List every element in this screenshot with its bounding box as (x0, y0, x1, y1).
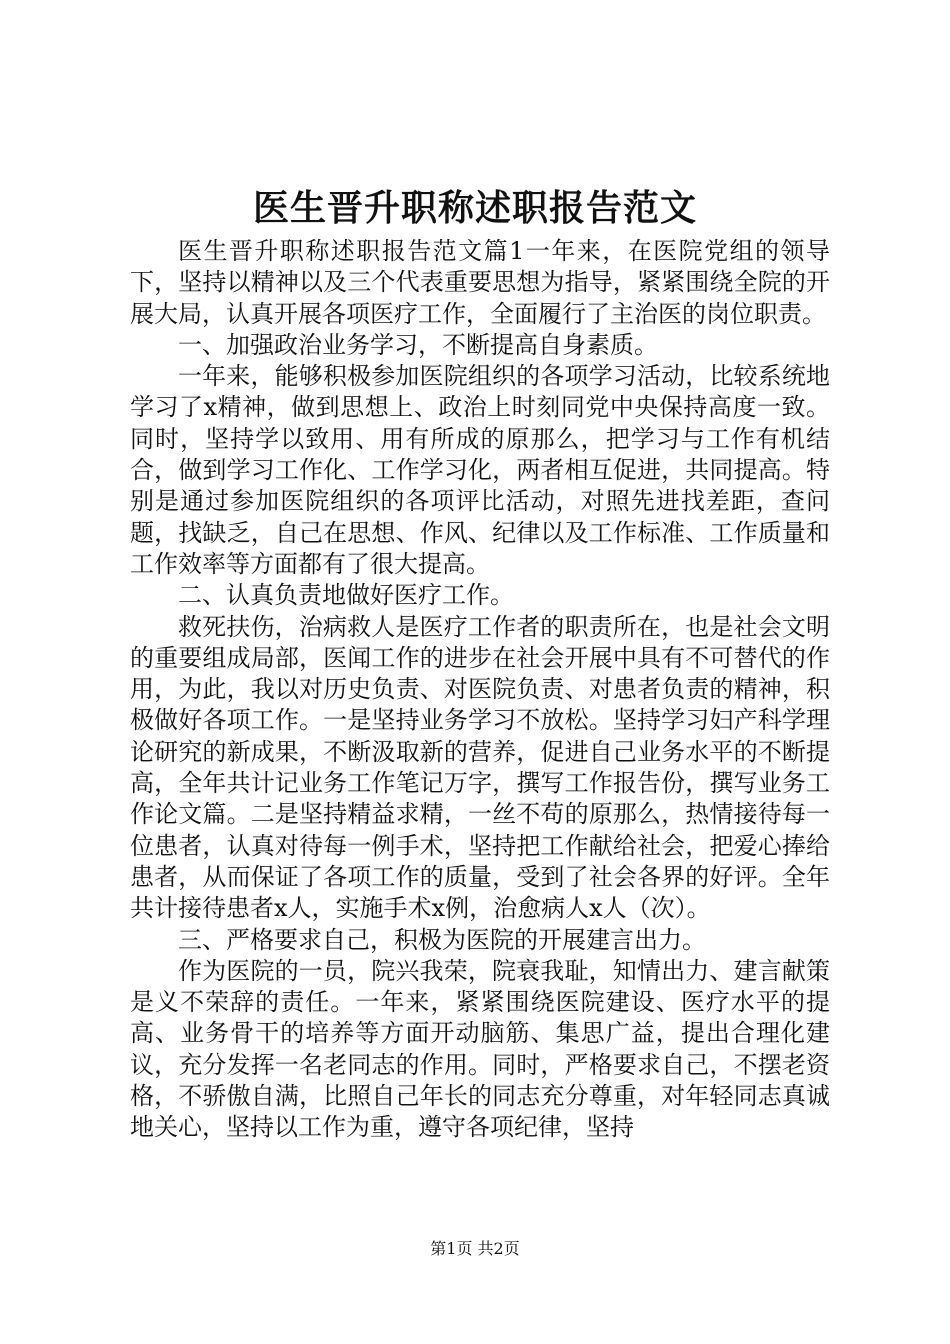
section-heading-2: 二、认真负责地做好医疗工作。 (178, 581, 514, 610)
document-body (130, 236, 830, 1144)
section-heading-1: 一、加强政治业务学习，不断提高自身素质。 (178, 330, 658, 359)
paragraph-suggestions: 作为医院的一员，院兴我荣，院衰我耻，知情出力、建言献策是义不荣辞的责任。一年来，紧紧围绕医院建设、医疗水平的提高、业务骨干的培养等方面开动脑筋、集思广益，提出合理化建议，充分发挥一名老同志的作用。同时，严格要求自己，不摆老资格，不骄傲自满，比照自己年长的同志充分尊重，对年轻同志真诚地关心，坚持以工作为重，遵守各项纪律，坚持 (130, 956, 830, 1142)
section-heading-3: 三、严格要求自己，积极为医院的开展建言出力。 (178, 925, 706, 954)
page-indicator: 第1页 共2页 (430, 1239, 520, 1258)
paragraph-medical-work: 救死扶伤，治病救人是医疗工作者的职责所在，也是社会文明的重要组成局部，医闻工作的进步在社会开展中具有不可替代的作用，为此，我以对历史负责、对医院负责、对患者负责的精神，积极做好各项工作。一是坚持业务学习不放松。坚持学习妇产科学理论研究的新成果，不断汲取新的营养，促进自己业务水平的不断提高，全年共计记业务工作笔记万字，撰写工作报告份，撰写业务工作论文篇。二是坚持精益求精，一丝不苟的原那么，热情接待每一位患者，认真对待每一例手术，坚持把工作献给社会，把爱心捧给患者，从而保证了各项工作的质量，受到了社会各界的好评。全年共计接待患者x人，实施手术x例，治愈病人x人（次）。 (130, 612, 830, 923)
page-title: 医生晋升职称述职报告范文 (252, 187, 697, 229)
paragraph-intro: 医生晋升职称述职报告范文篇1一年来，在医院党组的领导下，坚持以精神以及三个代表重要思想为指导，紧紧围绕全院的开展大局，认真开展各项医疗工作，全面履行了主治医的岗位职责。 (130, 237, 830, 328)
page-footer (0, 1238, 950, 1260)
paragraph-study: 一年来，能够积极参加医院组织的各项学习活动，比较系统地学习了x精神，做到思想上、政治上时刻同党中央保持高度一致。同时，坚持学以致用、用有所成的原那么，把学习与工作有机结合，做到学习工作化、工作学习化，两者相互促进，共同提高。特别是通过参加医院组织的各项评比活动，对照先进找差距，查问题，找缺乏，自己在思想、作风、纪律以及工作标准、工作质量和工作效率等方面都有了很大提高。 (130, 362, 830, 578)
